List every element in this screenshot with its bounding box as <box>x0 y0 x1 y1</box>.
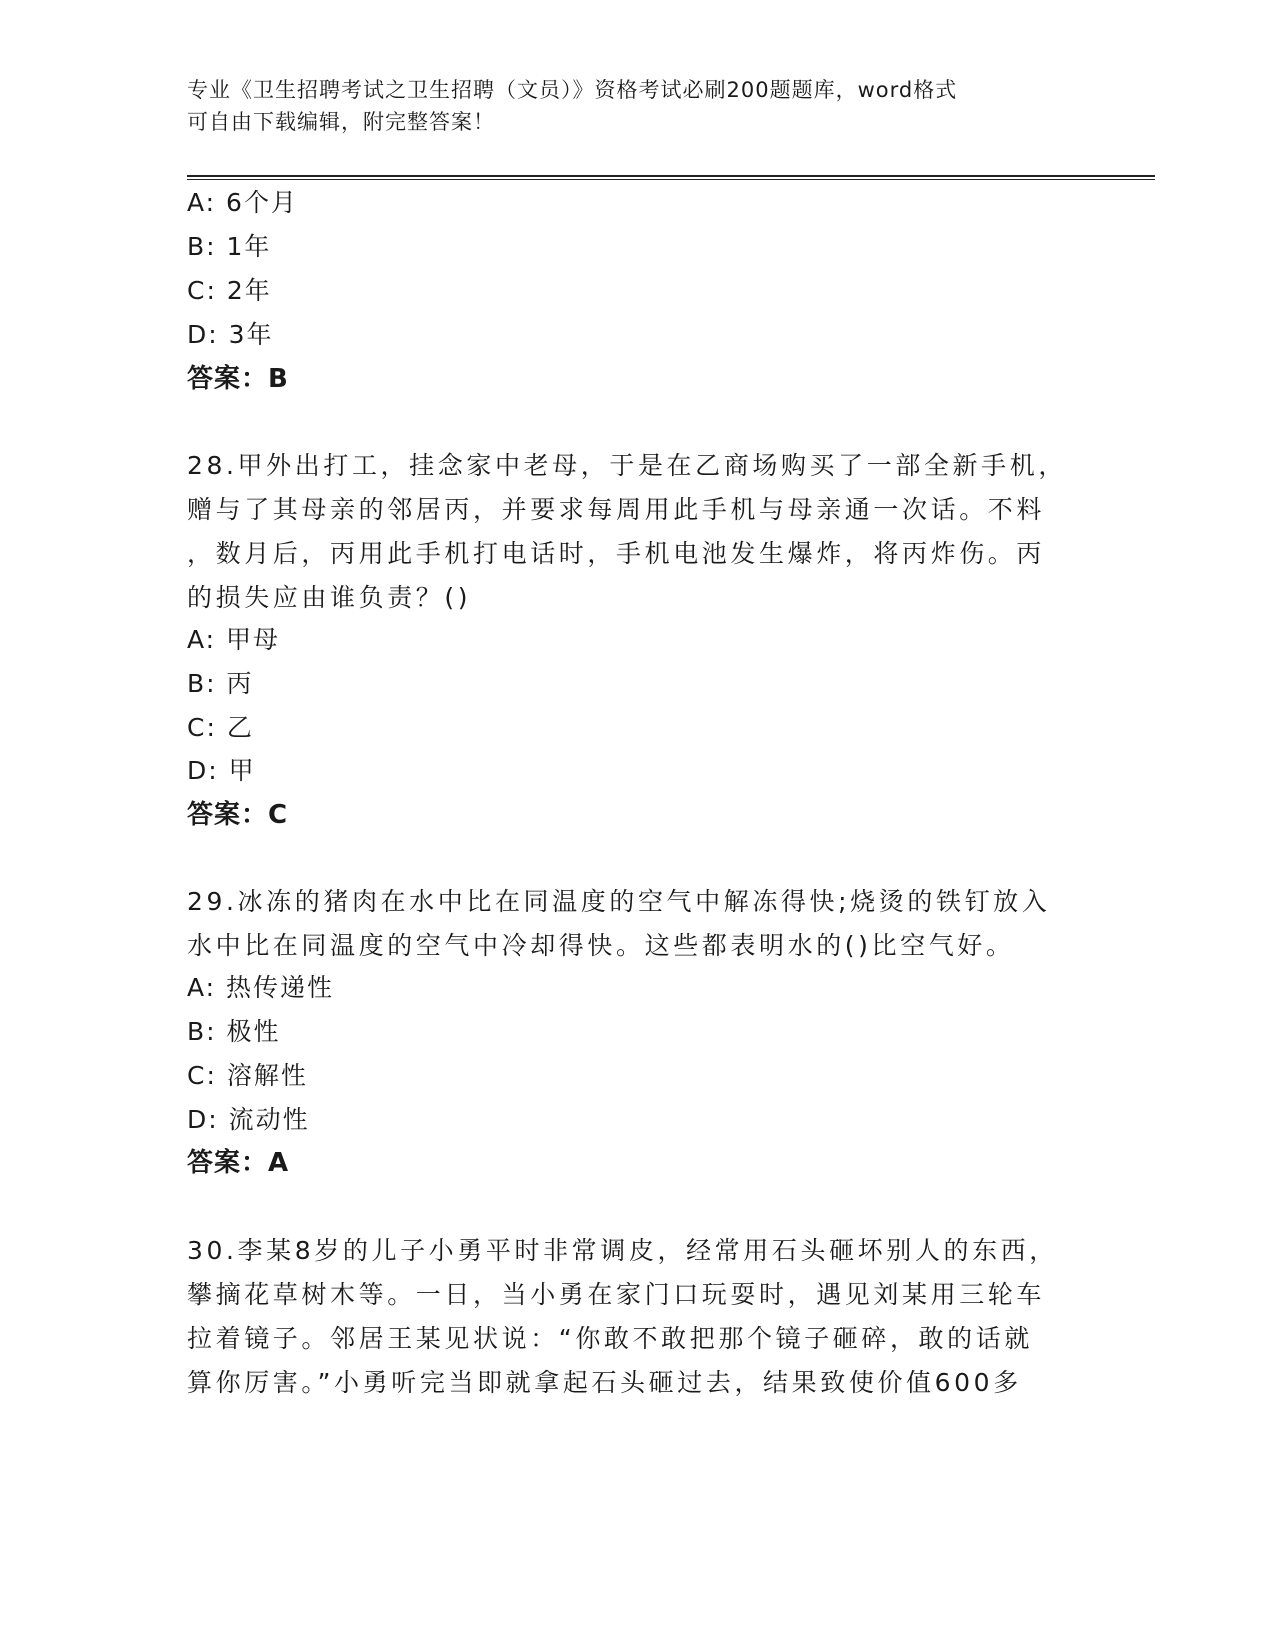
q28-stem-line-3: ，数月后，丙用此手机打电话时，手机电池发生爆炸，将丙炸伤。丙 <box>187 539 1046 568</box>
q28-option-c: C: 乙 <box>187 713 254 742</box>
q29-option-c: C: 溶解性 <box>187 1061 308 1090</box>
q28-answer: 答案：C <box>187 800 289 830</box>
q30-stem-line-1: 30.李某8岁的儿子小勇平时非常调皮，经常用石头砸坏别人的东西， <box>187 1236 1058 1265</box>
q30-stem-line-3: 拉着镜子。邻居王某见状说：“你敢不敢把那个镜子砸碎，敢的话就 <box>187 1324 1033 1353</box>
q29-option-a: A: 热传递性 <box>187 973 335 1002</box>
q29-stem-line-1: 29.冰冻的猪肉在水中比在同温度的空气中解冻得快;烧烫的铁钉放入 <box>187 887 1051 916</box>
q29-option-b: B: 极性 <box>187 1017 281 1046</box>
q27-option-d: D: 3年 <box>187 320 274 349</box>
q27-answer: 答案：B <box>187 364 289 394</box>
q28-stem-line-2: 赠与了其母亲的邻居丙，并要求每周用此手机与母亲通一次话。不料 <box>187 495 1046 524</box>
q28-stem-line-1: 28.甲外出打工，挂念家中老母，于是在乙商场购买了一部全新手机， <box>187 451 1067 480</box>
q29-answer: 答案：A <box>187 1148 290 1178</box>
q27-option-a: A: 6个月 <box>187 188 298 217</box>
header-line-1: 专业《卫生招聘考试之卫生招聘（文员）》资格考试必刷200题题库，word格式 <box>187 78 958 102</box>
q28-option-a: A: 甲母 <box>187 625 281 654</box>
q29-option-d: D: 流动性 <box>187 1105 310 1134</box>
header-line-2: 可自由下载编辑，附完整答案！ <box>187 110 495 134</box>
q30-stem-line-2: 攀摘花草树木等。一日，当小勇在家门口玩耍时，遇见刘某用三轮车 <box>187 1280 1046 1309</box>
q29-stem-line-2: 水中比在同温度的空气中冷却得快。这些都表明水的()比空气好。 <box>187 931 1015 960</box>
q27-option-c: C: 2年 <box>187 276 272 305</box>
header-divider <box>187 175 1155 180</box>
q30-stem-line-4: 算你厉害。”小勇听完当即就拿起石头砸过去，结果致使价值600多 <box>187 1368 1022 1397</box>
q27-option-b: B: 1年 <box>187 232 272 261</box>
q28-option-d: D: 甲 <box>187 756 256 785</box>
document-header <box>187 74 1067 138</box>
q28-option-b: B: 丙 <box>187 669 254 698</box>
q28-stem-line-4: 的损失应由谁负责？() <box>187 583 472 612</box>
